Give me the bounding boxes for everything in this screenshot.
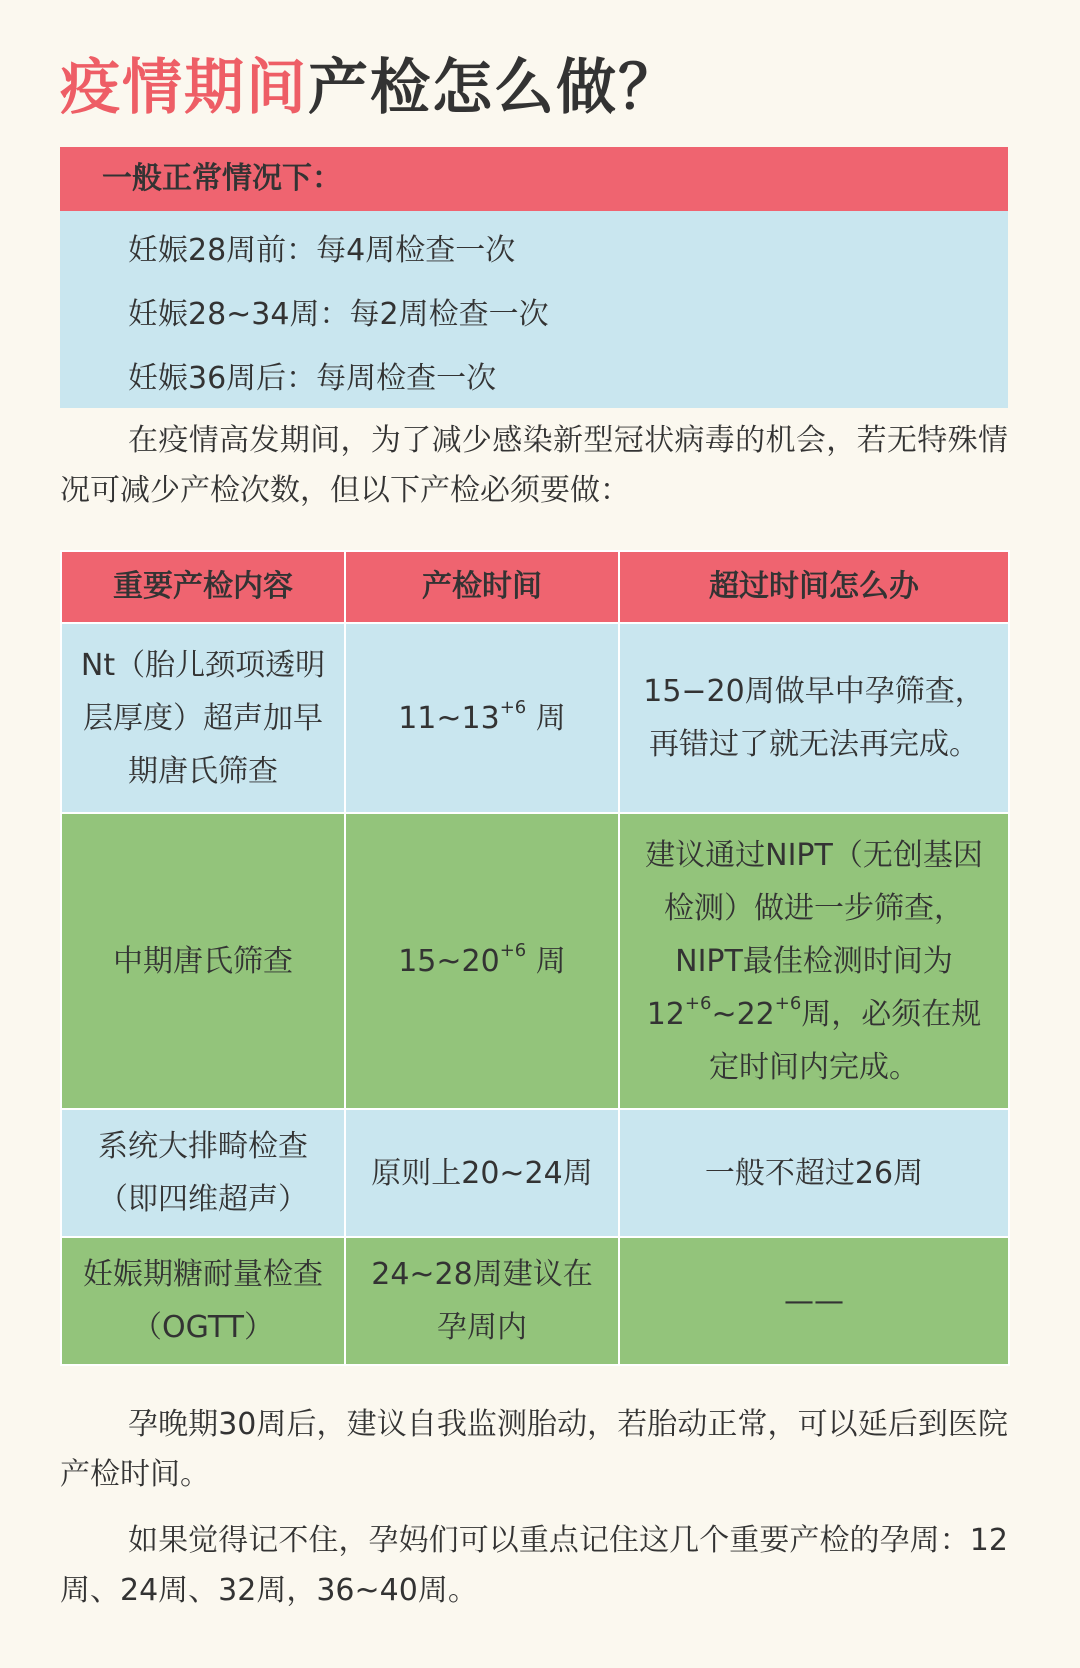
cell-action: 15−20周做早中孕筛查，再错过了就无法再完成。 xyxy=(619,623,1009,813)
cell-action: —— xyxy=(619,1237,1009,1365)
cell-time: 原则上20~24周 xyxy=(345,1109,619,1237)
table-row xyxy=(61,1237,1009,1365)
column-header-content: 重要产检内容 xyxy=(61,551,345,623)
title-rest: 产检怎么做？ xyxy=(308,53,680,123)
cell-content: 妊娠期糖耐量检查（OGTT） xyxy=(61,1237,345,1365)
cell-action xyxy=(619,813,1009,1109)
cell-time xyxy=(345,813,619,1109)
action-superscript: +6 xyxy=(774,992,802,1014)
cell-time: 24~28周建议在孕周内 xyxy=(345,1237,619,1365)
table-row xyxy=(61,1109,1009,1237)
table-row xyxy=(61,813,1009,1109)
cell-content: Nt（胎儿颈项透明层厚度）超声加早期唐氏筛查 xyxy=(61,623,345,813)
advice-paragraph-2: 如果觉得记不住，孕妈们可以重点记住这几个重要产检的孕周：12周、24周、32周，36~40周。 xyxy=(60,1523,1008,1608)
cell-content: 中期唐氏筛查 xyxy=(61,813,345,1109)
cell-content: 系统大排畸检查（即四维超声） xyxy=(61,1109,345,1237)
column-header-time: 产检时间 xyxy=(345,551,619,623)
column-header-action: 超过时间怎么办 xyxy=(619,551,1009,623)
normal-schedule-item: 妊娠28周前：每4周检查一次 xyxy=(128,233,516,268)
time-superscript: +6 xyxy=(499,696,527,718)
normal-schedule-item: 妊娠36周后：每周检查一次 xyxy=(128,361,497,396)
time-value: 11~13 xyxy=(398,700,500,736)
time-value: 15~20 xyxy=(398,943,500,979)
action-superscript: +6 xyxy=(684,992,712,1014)
title-highlight: 疫情期间 xyxy=(60,53,308,123)
normal-schedule-item: 妊娠28~34周：每2周检查一次 xyxy=(128,297,549,332)
action-text: 周，必须在规定时间内完成。 xyxy=(709,996,982,1085)
table-header-row xyxy=(61,551,1009,623)
action-text: 建议通过NIPT（无创基因检测）做进一步筛查，NIPT最佳检测时间为12 xyxy=(645,837,983,1032)
advice-paragraph-1: 孕晚期30周后，建议自我监测胎动，若胎动正常，可以延后到医院产检时间。 xyxy=(60,1407,1008,1492)
normal-schedule-list xyxy=(60,211,1008,408)
time-unit: 周 xyxy=(535,943,566,979)
time-superscript: +6 xyxy=(499,939,527,961)
normal-schedule-box xyxy=(60,147,1008,408)
time-unit: 周 xyxy=(535,700,566,736)
table-row xyxy=(61,623,1009,813)
cell-time xyxy=(345,623,619,813)
action-text: ~22 xyxy=(711,996,775,1032)
page-title xyxy=(60,48,680,128)
normal-schedule-heading: 一般正常情况下： xyxy=(60,147,1008,211)
cell-action: 一般不超过26周 xyxy=(619,1109,1009,1237)
checkup-table xyxy=(60,550,1010,1366)
intro-paragraph: 在疫情高发期间，为了减少感染新型冠状病毒的机会，若无特殊情况可减少产检次数，但以下产检必须要做： xyxy=(60,423,1008,508)
